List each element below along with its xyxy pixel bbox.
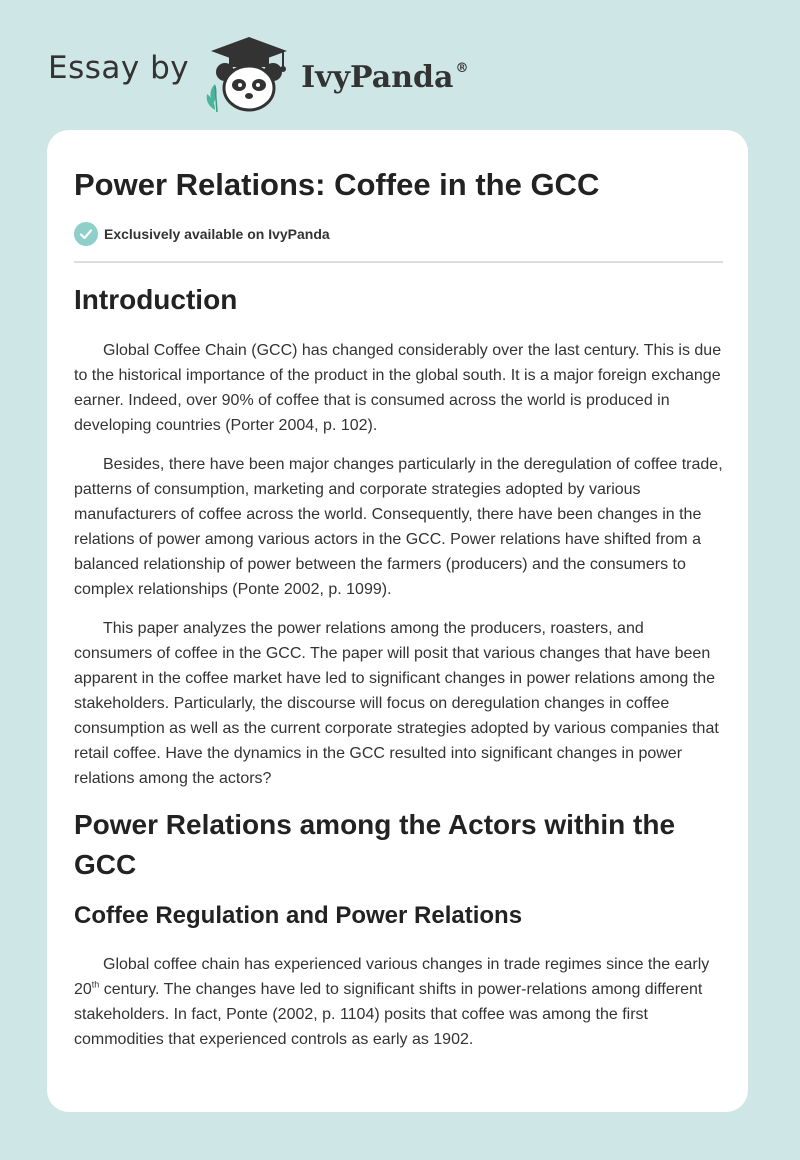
article-body: [74, 282, 723, 1052]
site-header: [48, 34, 468, 114]
subsection-heading-regulation: Coffee Regulation and Power Relations: [74, 902, 523, 929]
paragraph-text: Global coffee chain has experienced various changes in trade regimes since the early 20: [74, 956, 710, 998]
brand-name[interactable]: [301, 60, 468, 95]
paragraph: Besides, there have been major changes particularly in the deregulation of coffee trade, patterns of consumption, marketing and corporate strategies adopted by various manufacturers of coffee across the world. Consequently, there have been changes in the relations of power among various actors in the GCC. Power relations have shifted from a balanced relationship of power between the farmers (producers) and the consumers to complex relationships (Ponte 2002, p. 1099).: [74, 456, 723, 598]
registered-mark: ®: [455, 60, 469, 76]
panda-logo-icon[interactable]: [203, 34, 295, 114]
ordinal-suffix: th: [91, 979, 100, 990]
brand-text: IvyPanda: [301, 59, 454, 95]
essay-by-label: Essay by: [48, 50, 190, 86]
article-card: [47, 130, 748, 1112]
paragraph: [74, 952, 723, 1052]
page-title: Power Relations: Coffee in the GCC: [74, 167, 600, 202]
section-heading-power-relations: Power Relations among the Actors within the GCC: [74, 809, 676, 880]
exclusive-badge: [74, 222, 330, 246]
check-circle-icon: [74, 222, 98, 246]
exclusive-label: Exclusively available on IvyPanda: [104, 226, 330, 242]
section-heading-introduction: Introduction: [74, 284, 238, 315]
paragraph: This paper analyzes the power relations among the producers, roasters, and consumers of coffee in the GCC. The paper will posit that various changes that have been apparent in the coffee market have led to significant changes in power relations among the stakeholders. Particularly, the discourse will focus on deregulation changes in coffee consumption as well as the current corporate strategies adopted by various companies that retail coffee. Have the dynamics in the GCC resulted into significant changes in power relations among the actors?: [74, 620, 719, 787]
paragraph-text: century. The changes have led to significant shifts in power-relations among different stakeholders. In fact, Ponte (2002, p. 1104) posits that coffee was among the first commodities that experienced controls as early as 1902.: [74, 981, 703, 1048]
title-divider: [74, 261, 723, 263]
paragraph: Global Coffee Chain (GCC) has changed considerably over the last century. This is due to the historical importance of the product in the global south. It is a major foreign exchange earner. Indeed, over 90% of coffee that is consumed across the world is produced in developing countries (Porter 2004, p. 102).: [74, 342, 722, 434]
